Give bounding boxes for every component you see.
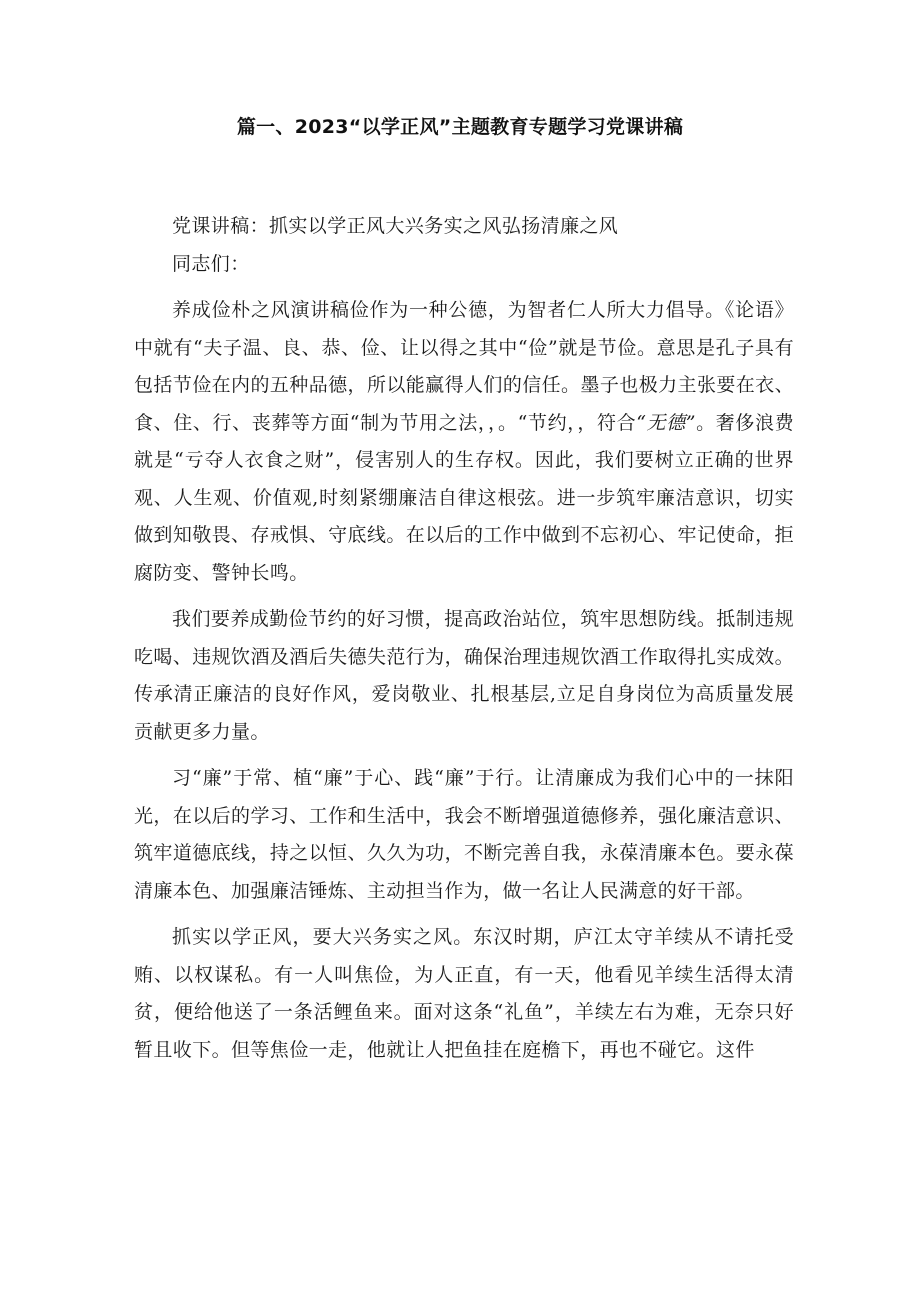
- document-title: 篇一、2023“以学正风”主题教育专题学习党课讲稿: [236, 116, 684, 138]
- document-subtitle: 党课讲稿：抓实以学正风大兴务实之风弘扬清廉之风: [172, 215, 619, 237]
- paragraph-4: 抓实以学正风，要大兴务实之风。东汉时期，庐江太守羊续从不请托受贿、以权谋私。有一人叫焦俭，为人正直，有一天，他看见羊续生活得太清贫，便给他送了一条活鲤鱼来。面对这条“礼鱼”，羊续左右为难，无奈只好暂且收下。但等焦俭一走，他就让人把鱼挂在庭檐下，再也不碰它。这件: [134, 926, 794, 1061]
- paragraph-1: [134, 292, 794, 592]
- paragraph-1-lead: 养成俭朴之风演讲稿俭作为一种公德，为智者仁人所大力倡导。《论语》中就有“夫子温、良、恭、俭、让以得之其中“俭”就是节俭。意思是孔子具有包括节俭在内的五种品德，所以能赢得人们的信任。墨子也极力主张要在衣、食、住、行、丧葬等方面“制为节用之法，，。“节约，，符合: [134, 299, 794, 434]
- salutation: 同志们：: [172, 252, 250, 275]
- paragraph-1-tail: 。奢侈浪费就是“亏夺人衣食之财”，侵害别人的生存权。因此，我们要树立正确的世界观、人生观、价值观,时刻紧绷廉洁自律这根弦。进一步筑牢廉洁意识，切实做到知敬畏、存戒惧、守底线。在以后的工作中做到不忘初心、牢记使命，拒腐防变、警钟长鸣。: [134, 411, 794, 584]
- paragraph-3: 习“廉”于常、植“廉”于心、践“廉”于行。让清廉成为我们心中的一抹阳光，在以后的学习、工作和生活中，我会不断增强道德修养，强化廉洁意识、筑牢道德底线，持之以恒、久久为功，不断完善自我，永葆清廉本色。要永葆清廉本色、加强廉洁锤炼、主动担当作为，做一名让人民满意的好干部。: [134, 767, 794, 902]
- paragraph-1-italic-quote: “无德”: [636, 411, 696, 434]
- document-body: [134, 208, 794, 1069]
- paragraph-2: 我们要养成勤俭节约的好习惯，提高政治站位，筑牢思想防线。抵制违规吃喝、违规饮酒及酒后失德失范行为，确保治理违规饮酒工作取得扎实成效。传承清正廉洁的良好作风，爱岗敬业、扎根基层,立足自身岗位为高质量发展贡献更多力量。: [134, 608, 794, 743]
